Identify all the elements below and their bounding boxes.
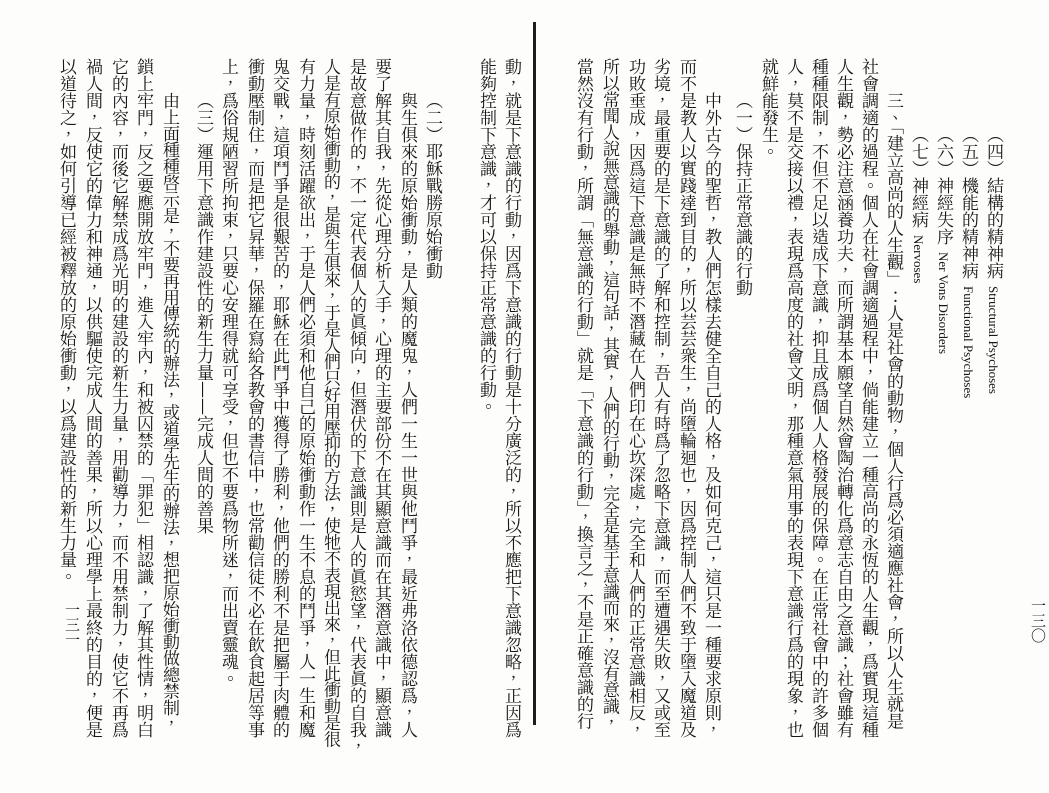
text-column: 能夠控制下意識，才可以保持正常意識的行動。 (476, 58, 496, 415)
list-item-english: Ner Vons Disorders (936, 252, 951, 355)
text-column: 衝動壓制住，而是把它昇華，保羅在寫給各教會的書信中，也常勸信徒不必在飲食起居等事 (244, 58, 264, 738)
text-column: 就鮮能發生。 (758, 58, 778, 160)
list-item-nervoses (909, 126, 927, 283)
text-column: 鬼交戰，這項鬥爭是很艱苦的，耶穌在此鬥爭中獲得了勝利，他們的勝利不是把屬于肉體的 (269, 58, 289, 738)
text-column: 所以常聞人說無意識的舉動，這句話，其實，人們的行動，完全是基于意識而來，沒有意識， (599, 58, 619, 731)
page-number: 一三一 (63, 602, 81, 647)
list-item-label: （五）機能的精神病 (958, 126, 978, 279)
text-column: 當然沒有行動，所謂「無意識的行動」就是「下意識的行動」，換言之，不是正確意識的行 (573, 58, 593, 730)
text-column: 禍人間，反使它的偉力和神通，以供驅使完成人間的善果，所以心理學上最終的目的，便是 (82, 58, 102, 738)
list-item-label: （六）神經失序 (933, 126, 953, 245)
text-column: 與生俱來的原始衝動，是人類的魔鬼，人們一生一世與他鬥爭，最近弗洛依德認爲，人 (397, 92, 417, 738)
text-column: 要了解其自我，先從心理分析入手，心理的主要部份不在其顯意識而在其潛意識中，顯意識 (371, 58, 391, 738)
text-column: 社會調適的過程。個人在社會調適過程中，倘能建立一種高尚的永恆的人生觀，爲實現這種 (858, 58, 878, 738)
list-item-nervous-disorders (934, 126, 952, 354)
text-column: 人生觀，勢必注意涵養功夫，而所謂基本願望自然會陶治轉化爲意志自由之意識；社會雖有 (833, 58, 853, 738)
gutter-divider (533, 22, 536, 725)
list-item-english: Functional Psychoses (961, 286, 976, 399)
list-item-english: Structural Psychoses (986, 286, 1001, 394)
text-column: 它的內容，而後它解禁成爲光明的建設的新生力量，用勸導力，而不用禁制力，使它不再爲 (108, 58, 128, 738)
list-item-structural-psychoses (984, 126, 1002, 394)
page-number: 一三〇 (1029, 598, 1047, 643)
text-column: 劣境，最重要的是下意識的了解和控制，吾人有時爲了忽略下意識，而至遭遇失敗，又或至 (650, 58, 670, 738)
text-column: 中外古今的聖哲，教人們怎樣去健全自己的人格，及如何克己，這只是一種要求原則， (701, 92, 721, 738)
text-column: 有力量，時刻活躍欲出，于是人們必須和他自己的原始衝動作一生不息的鬥爭，人一生和魔 (295, 58, 315, 738)
text-column: 種種限制，不但不足以造成下意識，抑且成爲個人人格發展的保障。在正常社會中的許多個 (808, 58, 828, 738)
list-item-english: Nervoses (911, 235, 926, 284)
subheading: （一）保持正常意識的行動 (732, 92, 752, 296)
list-item-label: （四）結構的精神病 (983, 126, 1003, 279)
list-item-functional-psychoses (959, 126, 977, 398)
text-column: 動，就是下意識的行動，因爲下意識的行動是十分廣泛的，所以不應把下意識忽略，正因爲 (501, 58, 521, 738)
text-column: 人，莫不是交接以禮，表現爲高度的社會文明，那種意氣用事的表現下意識行爲的現象，也 (783, 58, 803, 738)
text-column: 人是有原始衝動的，是與生俱來，于是人們只好用壓抑的方法，使牠不表現出來，但此衝動是很 (320, 58, 340, 747)
text-column: 功敗垂成，因爲這下意識是無時不潛藏在人們印在心坎深處，完全和人們的正常意識相反， (625, 58, 645, 738)
text-column: 而不是教人以實踐達到目的，所以芸芸衆生，尚墮輪迴也，因爲控制人們不致于墮入魔道及 (676, 58, 696, 738)
text-column: 由上面種種啓示是，不要再用傳統的辦法，或道學先生的辦法，想把原始衝動做總禁制， (159, 92, 179, 732)
text-column: 上，爲俗規陋習所拘束，只要心安理得就可享受，但也不要爲物所迷，而出賣靈魂。 (218, 58, 238, 687)
subheading: （三）運用下意識作建設性的新生力量——完成人間的善果 (193, 92, 213, 534)
text-column: 是故意做作的，不一定代表個人的眞傾向，但潛伏的下意識則是人的眞慾望，代表眞的自我， (346, 58, 366, 755)
subheading: （二）耶穌戰勝原始衝動 (422, 92, 442, 279)
text-column: 以道待之，如何引導已經被釋放的原始衝動，以爲建設性的新生力量。 (56, 58, 76, 585)
list-item-label: （七）神經病 (908, 126, 928, 228)
section-heading-column: 三、「建立高尚的人生觀」：人是社會的動物，個人行爲必須適應社會，所以人生就是 (883, 92, 903, 730)
text-column: 鎖上牢門，反之要應開放牢門，進入牢內，和被囚禁的「罪犯」相認識，了解其性情，明白 (133, 58, 153, 738)
